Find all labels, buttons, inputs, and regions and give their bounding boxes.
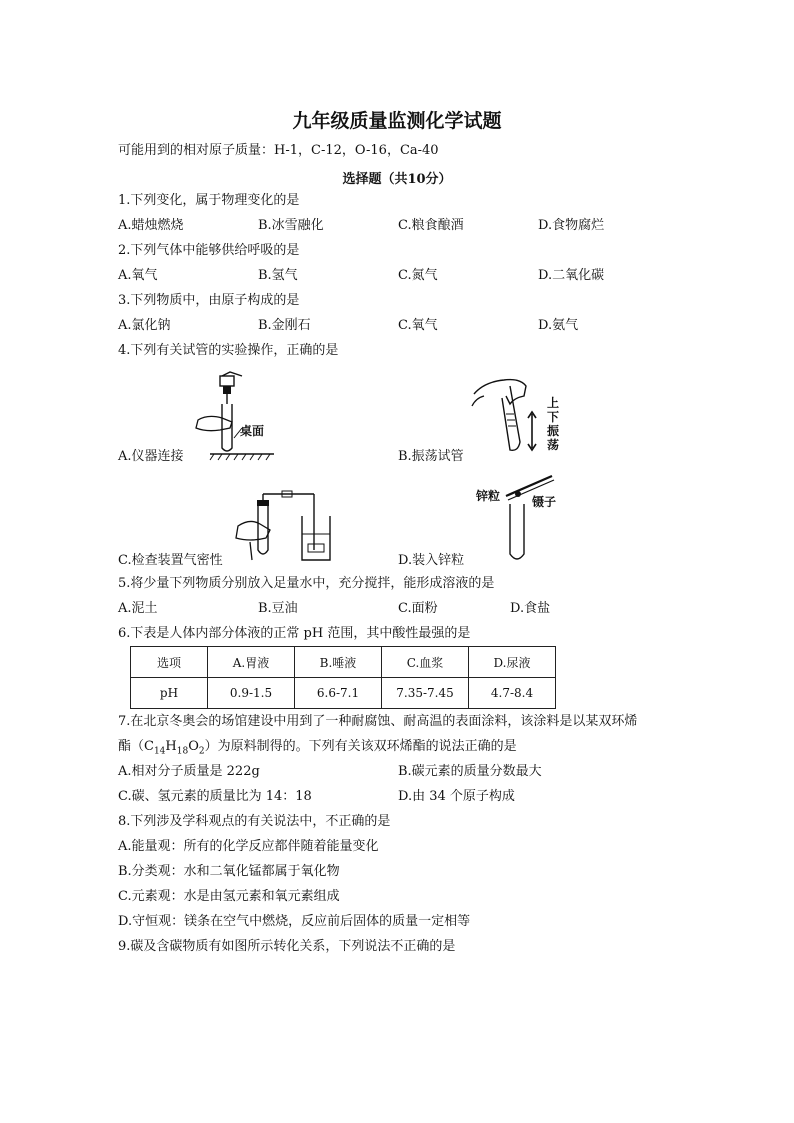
q3-option-a: A.氯化钠	[118, 318, 171, 333]
formula-h: H	[165, 739, 177, 754]
table-header-cell: A.胃液	[208, 647, 295, 678]
table-header-cell: D.尿液	[469, 647, 556, 678]
figure-instrument-connection	[190, 370, 280, 466]
figure-airtightness-check	[230, 488, 340, 564]
label-zinc: 锌粒	[476, 489, 501, 503]
formula-o: O	[188, 739, 199, 754]
q5-option-a: A.泥土	[118, 601, 158, 616]
formula-sub-c: 14	[153, 746, 166, 757]
table-header-cell: C.血浆	[382, 647, 469, 678]
q1-option-b: B.冰雪融化	[258, 218, 324, 233]
table-row	[131, 678, 556, 709]
q8-option-a: A.能量观：所有的化学反应都伴随着能量变化	[118, 839, 379, 854]
ph-table	[130, 646, 556, 709]
table-header-cell: B.唾液	[295, 647, 382, 678]
q2-option-c: C.氮气	[398, 268, 438, 283]
table-cell: 4.7-8.4	[469, 678, 556, 709]
q4-option-a: A.仪器连接	[118, 449, 184, 464]
q5-option-c: C.面粉	[398, 601, 438, 616]
atomic-mass-note: 可能用到的相对原子质量：H-1，C-12，O-16，Ca-40	[118, 143, 439, 158]
q7-option-b: B.碳元素的质量分数最大	[398, 764, 542, 779]
q1-option-d: D.食物腐烂	[538, 218, 605, 233]
q5-option-b: B.豆油	[258, 601, 298, 616]
q7-stem-suffix: ）为原料制得的。下列有关该双环烯酯的说法正确的是	[204, 739, 517, 754]
q5-option-d: D.食盐	[510, 601, 551, 616]
q3-option-c: C.氧气	[398, 318, 438, 333]
q7-stem-prefix: 酯（C	[118, 739, 154, 754]
table-row	[131, 647, 556, 678]
q8-option-b: B.分类观：水和二氧化锰都属于氧化物	[118, 864, 340, 879]
q8-stem: 8.下列涉及学科观点的有关说法中，不正确的是	[118, 814, 391, 829]
table-cell: 7.35-7.45	[382, 678, 469, 709]
q4-option-d: D.装入锌粒	[398, 553, 465, 568]
q7-option-d: D.由 34 个原子构成	[398, 789, 515, 804]
q3-option-b: B.金刚石	[258, 318, 311, 333]
label-tweezers: 镊子	[532, 495, 557, 509]
q6-stem: 6.下表是人体内部分体液的正常 pH 范围，其中酸性最强的是	[118, 626, 471, 641]
q8-option-c: C.元素观：水是由氢元素和氧元素组成	[118, 889, 340, 904]
q9-stem: 9.碳及含碳物质有如图所示转化关系，下列说法不正确的是	[118, 939, 456, 954]
q1-option-c: C.粮食酿酒	[398, 218, 464, 233]
q1-stem: 1.下列变化，属于物理变化的是	[118, 193, 300, 208]
q3-stem: 3.下列物质中，由原子构成的是	[118, 293, 300, 308]
table-cell: pH	[131, 678, 208, 709]
q7-stem-line2	[118, 739, 517, 755]
q3-option-d: D.氨气	[538, 318, 579, 333]
q7-option-c: C.碳、氢元素的质量比为 14：18	[118, 789, 312, 804]
q7-option-a: A.相对分子质量是 222g	[118, 764, 260, 779]
section-heading: 选择题（共10分）	[342, 172, 452, 187]
label-shake: 上下振荡	[547, 396, 560, 452]
page-title: 九年级质量监测化学试题	[292, 110, 502, 132]
q8-option-d: D.守恒观：镁条在空气中燃烧，反应前后固体的质量一定相等	[118, 914, 471, 929]
q7-stem-line1: 7.在北京冬奥会的场馆建设中用到了一种耐腐蚀、耐高温的表面涂料，该涂料是以某双环烯	[118, 714, 638, 729]
q4-stem: 4.下列有关试管的实验操作，正确的是	[118, 343, 339, 358]
table-cell: 6.6-7.1	[295, 678, 382, 709]
q1-option-a: A.蜡烛燃烧	[118, 218, 184, 233]
q2-option-a: A.氧气	[118, 268, 158, 283]
table-header-cell: 选项	[131, 647, 208, 678]
figure-shake-tube	[470, 374, 550, 460]
q2-stem: 2.下列气体中能够供给呼吸的是	[118, 243, 300, 258]
label-desk: 桌面	[240, 424, 265, 438]
formula-sub-h: 18	[176, 746, 189, 757]
q2-option-d: D.二氧化碳	[538, 268, 605, 283]
q4-option-c: C.检查装置气密性	[118, 553, 223, 568]
table-cell: 0.9-1.5	[208, 678, 295, 709]
q5-stem: 5.将少量下列物质分别放入足量水中，充分搅拌，能形成溶液的是	[118, 576, 495, 591]
formula-sub-o: 2	[198, 746, 205, 757]
q4-option-b: B.振荡试管	[398, 449, 464, 464]
figure-add-zinc	[496, 470, 572, 566]
q2-option-b: B.氢气	[258, 268, 298, 283]
